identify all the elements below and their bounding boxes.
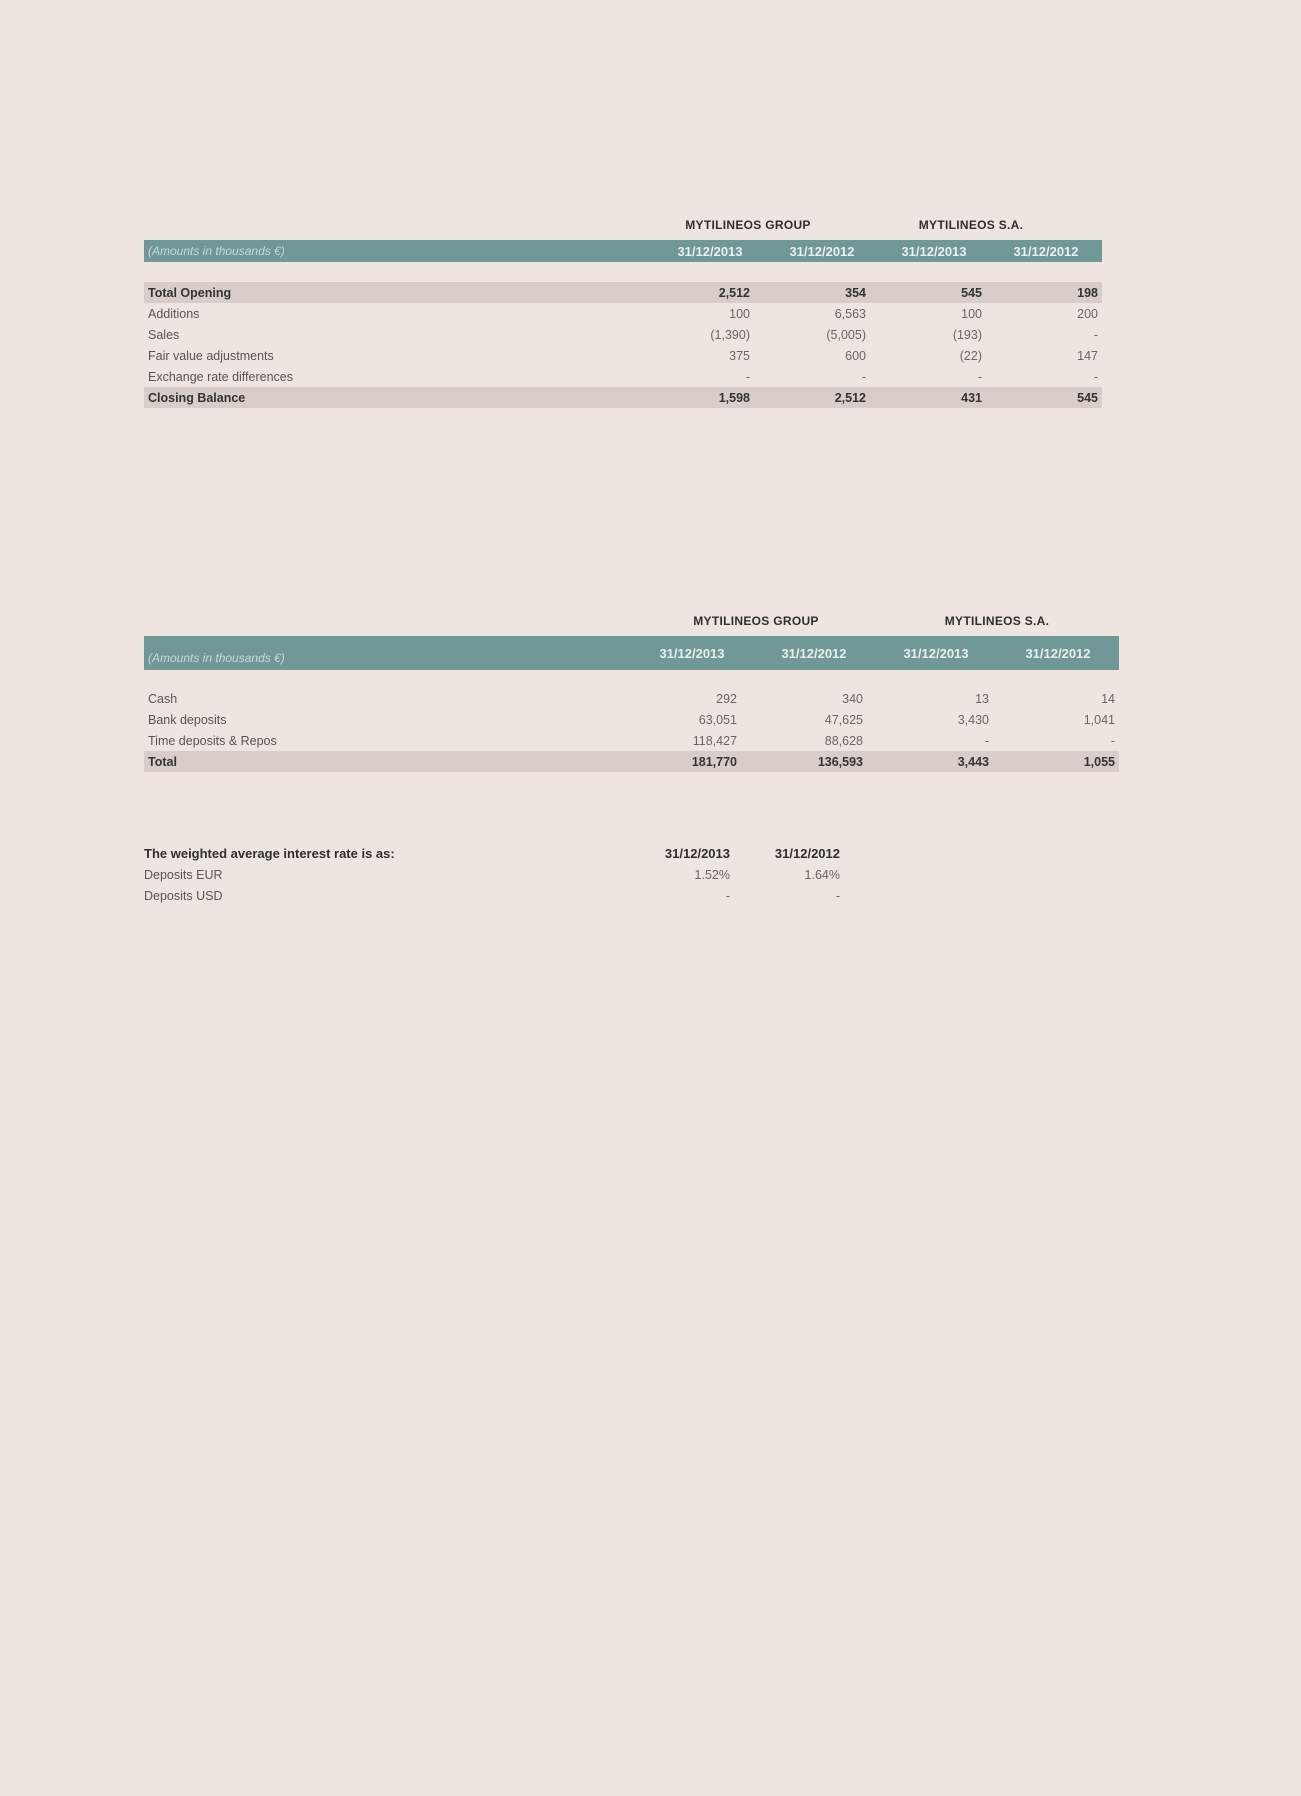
row-label: Bank deposits (148, 712, 227, 727)
table-investments (144, 218, 1102, 408)
rates-row-value: 1.52% (694, 867, 730, 882)
row-value: - (1110, 733, 1115, 748)
row-label: Fair value adjustments (148, 348, 274, 363)
row-value: (22) (959, 348, 982, 363)
row-label: Total Opening (148, 285, 232, 300)
row-value: - (1093, 327, 1098, 342)
rates-row (144, 864, 884, 885)
table-row (144, 730, 1119, 751)
group-label-sa: MYTILINEOS S.A. (944, 614, 1050, 628)
column-header: 31/12/2012 (789, 243, 855, 259)
rates-row-label: Deposits USD (144, 888, 223, 903)
column-header: 31/12/2013 (677, 243, 743, 259)
row-value: 354 (845, 285, 866, 300)
row-value: 136,593 (817, 754, 863, 769)
row-value: 14 (1101, 691, 1115, 706)
row-value: 545 (961, 285, 982, 300)
table-row (144, 282, 1102, 303)
row-value: 100 (961, 306, 982, 321)
row-value: - (861, 369, 866, 384)
amounts-label: (Amounts in thousands €) (148, 651, 285, 665)
row-value: - (984, 733, 989, 748)
row-value: 47,625 (824, 712, 863, 727)
table-row (144, 709, 1119, 730)
table-header (144, 240, 1102, 262)
row-value: 63,051 (698, 712, 737, 727)
row-value: (193) (952, 327, 982, 342)
rates-row-label: Deposits EUR (144, 867, 223, 882)
row-label: Cash (148, 691, 178, 706)
row-value: - (1093, 369, 1098, 384)
table-row (144, 688, 1119, 709)
table-row (144, 366, 1102, 387)
row-label: Sales (148, 327, 180, 342)
table-row (144, 345, 1102, 366)
row-value: 1,055 (1083, 754, 1115, 769)
row-label: Total (148, 754, 177, 769)
column-header: 31/12/2013 (903, 645, 969, 661)
row-value: 340 (842, 691, 863, 706)
row-value: (5,005) (826, 327, 866, 342)
group-header-row (144, 614, 1119, 636)
row-value: 1,598 (718, 390, 750, 405)
table-row (144, 387, 1102, 408)
column-header: 31/12/2012 (1025, 645, 1091, 661)
rates-header (144, 843, 884, 864)
row-value: 292 (716, 691, 737, 706)
row-value: - (745, 369, 750, 384)
rates-row-value: - (725, 888, 730, 903)
row-value: 88,628 (824, 733, 863, 748)
row-value: 118,427 (692, 733, 737, 748)
table-body (144, 282, 1102, 408)
rates-row (144, 885, 884, 906)
row-value: 3,443 (957, 754, 989, 769)
group-header-row (144, 218, 1102, 240)
column-header: 31/12/2012 (1013, 243, 1079, 259)
table-row (144, 751, 1119, 772)
row-value: 100 (729, 306, 750, 321)
row-label: Closing Balance (148, 390, 246, 405)
row-value: 198 (1077, 285, 1098, 300)
rates-column-header: 31/12/2012 (774, 846, 840, 861)
column-header: 31/12/2012 (781, 645, 847, 661)
row-value: 375 (729, 348, 750, 363)
row-label: Additions (148, 306, 200, 321)
rates-row-value: 1.64% (804, 867, 840, 882)
row-value: 2,512 (718, 285, 750, 300)
row-value: 3,430 (957, 712, 989, 727)
group-label-group: MYTILINEOS GROUP (685, 218, 811, 232)
interest-rates (144, 843, 884, 906)
row-value: 431 (961, 390, 982, 405)
row-value: 147 (1077, 348, 1098, 363)
row-value: 545 (1077, 390, 1098, 405)
row-label: Exchange rate differences (148, 369, 294, 384)
rates-row-value: - (835, 888, 840, 903)
amounts-label: (Amounts in thousands €) (148, 244, 285, 258)
group-label-group: MYTILINEOS GROUP (693, 614, 819, 628)
column-header: 31/12/2013 (659, 645, 725, 661)
row-value: 600 (845, 348, 866, 363)
row-value: (1,390) (710, 327, 750, 342)
table-cash (144, 614, 1119, 772)
row-value: 6,563 (834, 306, 866, 321)
rates-body (144, 864, 884, 906)
row-value: 2,512 (834, 390, 866, 405)
row-value: - (977, 369, 982, 384)
column-header: 31/12/2013 (901, 243, 967, 259)
group-label-sa: MYTILINEOS S.A. (918, 218, 1024, 232)
table-row (144, 303, 1102, 324)
row-value: 181,770 (691, 754, 737, 769)
table-body (144, 688, 1119, 772)
row-label: Time deposits & Repos (148, 733, 277, 748)
table-row (144, 324, 1102, 345)
row-value: 200 (1077, 306, 1098, 321)
table-header (144, 636, 1119, 670)
rates-title: The weighted average interest rate is as: (144, 846, 395, 861)
row-value: 13 (975, 691, 989, 706)
rates-column-header: 31/12/2013 (664, 846, 730, 861)
row-value: 1,041 (1083, 712, 1115, 727)
